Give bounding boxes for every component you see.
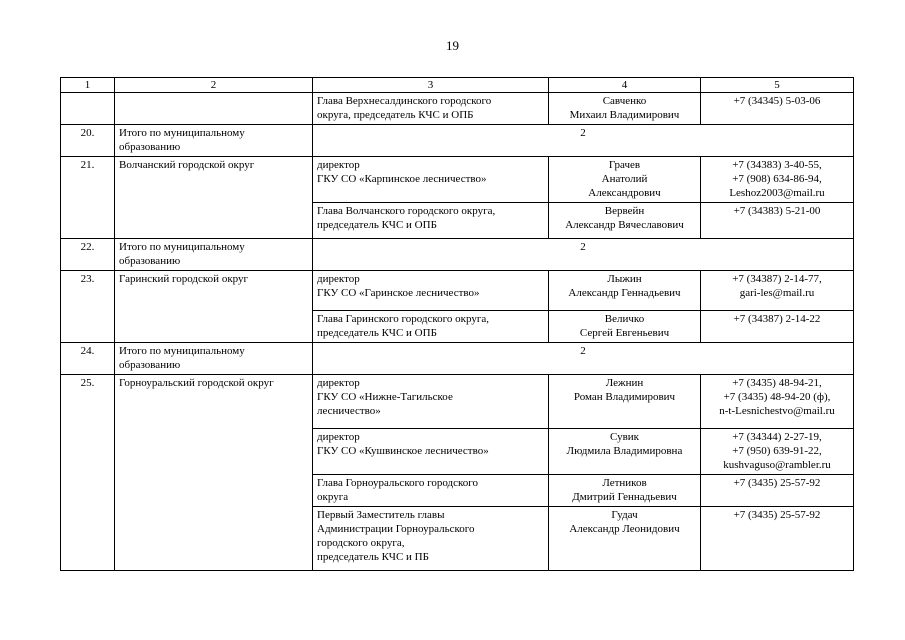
contact-cell: +7 (34345) 5-03-06 (701, 93, 854, 125)
municipality-cell: Гаринский городской округ (115, 271, 313, 343)
municipality-cell: Итого по муниципальному образованию (115, 239, 313, 271)
row-number-cell: 21. (61, 157, 115, 239)
position-cell: Глава Волчанского городского округа, председатель КЧС и ОПБ (313, 203, 549, 239)
person-cell: Савченко Михаил Владимирович (549, 93, 701, 125)
total-row (61, 239, 854, 271)
contacts-table (60, 77, 854, 571)
column-header: 2 (115, 78, 313, 93)
person-cell: Лыжин Александр Геннадьевич (549, 271, 701, 311)
position-cell: Глава Верхнесалдинского городского округа, председатель КЧС и ОПБ (313, 93, 549, 125)
column-header: 5 (701, 78, 854, 93)
municipality-cell: Итого по муниципальному образованию (115, 343, 313, 375)
contact-cell: +7 (3435) 25-57-92 (701, 507, 854, 571)
row-number-cell: 23. (61, 271, 115, 343)
municipality-cell: Горноуральский городской округ (115, 375, 313, 571)
row-number-cell: 20. (61, 125, 115, 157)
person-cell: Вервейн Александр Вячеславович (549, 203, 701, 239)
position-cell: директор ГКУ СО «Кушвинское лесничество» (313, 429, 549, 475)
municipality-cell: Итого по муниципальному образованию (115, 125, 313, 157)
position-cell: Глава Гаринского городского округа, председатель КЧС и ОПБ (313, 311, 549, 343)
contact-cell: +7 (3435) 25-57-92 (701, 475, 854, 507)
table-row (61, 157, 854, 203)
column-header: 1 (61, 78, 115, 93)
row-number-cell: 25. (61, 375, 115, 571)
position-cell: Глава Горноуральского городского округа (313, 475, 549, 507)
column-header: 4 (549, 78, 701, 93)
person-cell: Лежнин Роман Владимирович (549, 375, 701, 429)
total-row (61, 125, 854, 157)
person-cell: Сувик Людмила Владимировна (549, 429, 701, 475)
municipality-cell (115, 93, 313, 125)
person-cell: Летников Дмитрий Геннадьевич (549, 475, 701, 507)
position-cell: Первый Заместитель главы Администрации Горноуральского городского округа, председатель КЧС и ПБ (313, 507, 549, 571)
row-number-cell: 24. (61, 343, 115, 375)
row-number-cell (61, 93, 115, 125)
position-cell: директор ГКУ СО «Нижне-Тагильское лесничество» (313, 375, 549, 429)
contact-cell: +7 (34344) 2-27-19, +7 (950) 639-91-22, kushvaguso@rambler.ru (701, 429, 854, 475)
contact-cell: +7 (34387) 2-14-77, gari-les@mail.ru (701, 271, 854, 311)
contact-cell: +7 (3435) 48-94-21, +7 (3435) 48-94-20 (ф), n-t-Lesnichestvo@mail.ru (701, 375, 854, 429)
position-cell: директор ГКУ СО «Карпинское лесничество» (313, 157, 549, 203)
contact-cell: +7 (34383) 3-40-55, +7 (908) 634-86-94, Leshoz2003@mail.ru (701, 157, 854, 203)
total-row (61, 343, 854, 375)
total-cell: 2 (313, 125, 854, 157)
contact-cell: +7 (34387) 2-14-22 (701, 311, 854, 343)
total-cell: 2 (313, 343, 854, 375)
row-number-cell: 22. (61, 239, 115, 271)
person-cell: Гудач Александр Леонидович (549, 507, 701, 571)
person-cell: Величко Сергей Евгеньевич (549, 311, 701, 343)
table-header-row (61, 78, 854, 93)
position-cell: директор ГКУ СО «Гаринское лесничество» (313, 271, 549, 311)
table-row (61, 271, 854, 311)
column-header: 3 (313, 78, 549, 93)
table-row (61, 375, 854, 429)
person-cell: Грачев Анатолий Александрович (549, 157, 701, 203)
total-cell: 2 (313, 239, 854, 271)
municipality-cell: Волчанский городской округ (115, 157, 313, 239)
contact-cell: +7 (34383) 5-21-00 (701, 203, 854, 239)
page-number: 19 (446, 38, 459, 53)
table-row (61, 93, 854, 125)
